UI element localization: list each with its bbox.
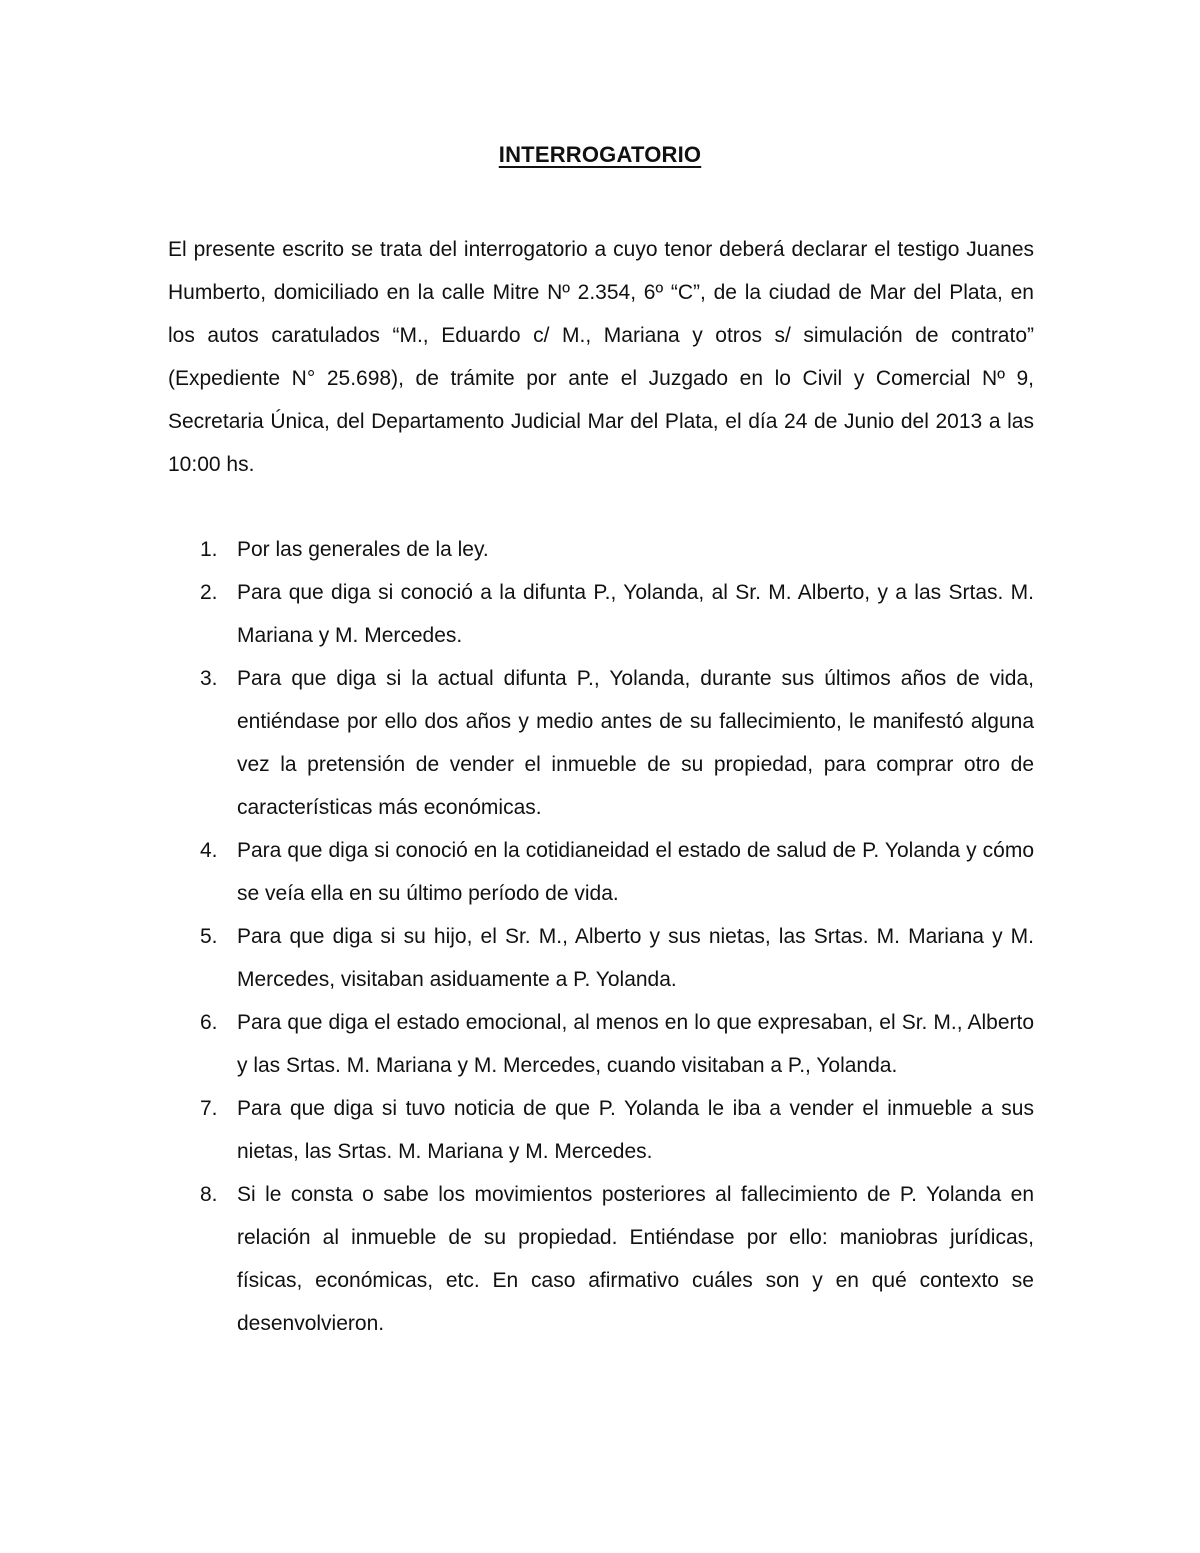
question-number: 3.: [200, 667, 218, 690]
question-text: Por las generales de la ley.: [237, 538, 489, 561]
question-item: [168, 657, 1034, 829]
question-item: [168, 829, 1034, 915]
document-title: [0, 142, 1200, 168]
question-text: Para que diga si la actual difunta P., Yolanda, durante sus últimos años de vida, entiéndase por ello dos años y medio antes de su fallecimiento, le manifestó alguna vez la pretensión de vender el inmueble de su propiedad, para comprar otro de características más económicas.: [237, 667, 1034, 819]
question-item: [168, 1087, 1034, 1173]
question-text: Para que diga si su hijo, el Sr. M., Alberto y sus nietas, las Srtas. M. Mariana y M. Mercedes, visitaban asiduamente a P. Yolanda.: [237, 925, 1034, 991]
question-text: Para que diga si conoció en la cotidianeidad el estado de salud de P. Yolanda y cómo se veía ella en su último período de vida.: [237, 839, 1034, 905]
question-text: Para que diga el estado emocional, al menos en lo que expresaban, el Sr. M., Alberto y las Srtas. M. Mariana y M. Mercedes, cuando visitaban a P., Yolanda.: [237, 1011, 1034, 1077]
intro-paragraph: El presente escrito se trata del interrogatorio a cuyo tenor deberá declarar el testigo Juanes Humberto, domiciliado en la calle Mitre Nº 2.354, 6º “C”, de la ciudad de Mar del Plata, en los autos caratulados “M., Eduardo c/ M., Mariana y otros s/ simulación de contrato” (Expediente N° 25.698), de trámite por ante el Juzgado en lo Civil y Comercial Nº 9, Secretaria Única, del Departamento Judicial Mar del Plata, el día 24 de Junio del 2013 a las 10:00 hs.: [168, 238, 1034, 476]
question-number: 7.: [200, 1097, 218, 1120]
question-number: 1.: [200, 538, 218, 561]
question-item: [168, 915, 1034, 1001]
question-text: Si le consta o sabe los movimientos posteriores al fallecimiento de P. Yolanda en relación al inmueble de su propiedad. Entiéndase por ello: maniobras jurídicas, físicas, económicas, etc. En caso afirmativo cuáles son y en qué contexto se desenvolvieron.: [237, 1183, 1034, 1335]
question-text: Para que diga si conoció a la difunta P., Yolanda, al Sr. M. Alberto, y a las Srtas. M. Mariana y M. Mercedes.: [237, 581, 1034, 647]
document-title-text: INTERROGATORIO: [498, 142, 702, 167]
question-number: 2.: [200, 581, 218, 604]
question-number: 4.: [200, 839, 218, 862]
question-number: 8.: [200, 1183, 218, 1206]
question-number: 6.: [200, 1011, 218, 1034]
question-item: [168, 528, 1034, 571]
question-item: [168, 1173, 1034, 1345]
question-item: [168, 1001, 1034, 1087]
questions-list: [168, 528, 1034, 1345]
question-text: Para que diga si tuvo noticia de que P. Yolanda le iba a vender el inmueble a sus nietas, las Srtas. M. Mariana y M. Mercedes.: [237, 1097, 1034, 1163]
question-item: [168, 571, 1034, 657]
question-number: 5.: [200, 925, 218, 948]
